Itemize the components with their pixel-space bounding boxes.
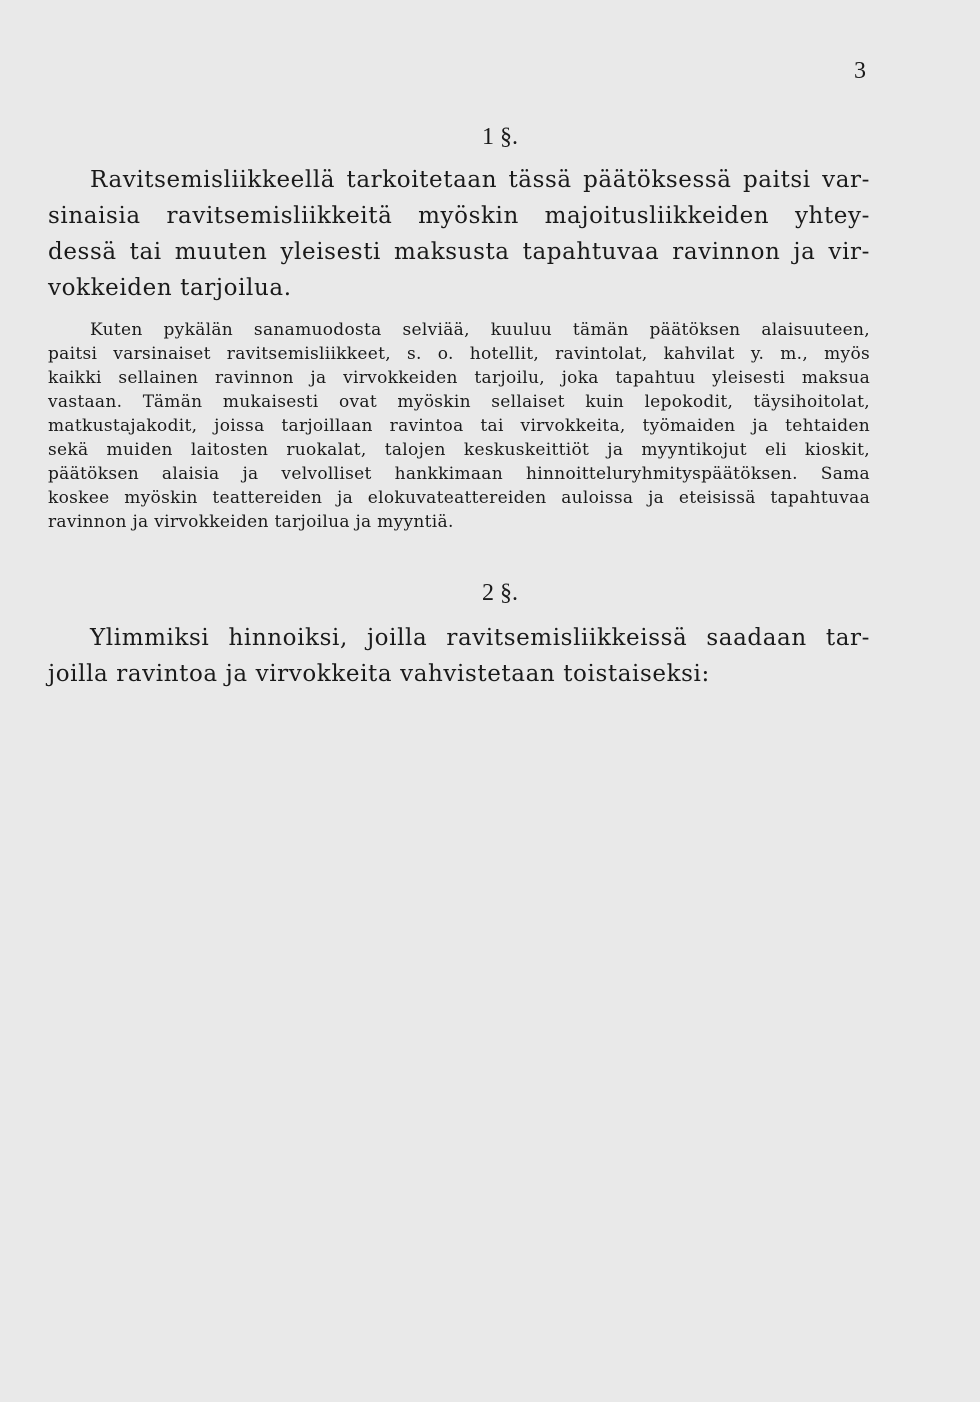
- section-1-paragraph-1: [48, 162, 870, 306]
- text-line: sinaisia ravitsemisliikkeitä myöskin majoitusliikkeiden yhtey-: [48, 203, 870, 229]
- text-line: koskee myöskin teattereiden ja elokuvateattereiden auloissa ja eteisissä tapahtuvaa: [48, 488, 870, 508]
- text-line: Kuten pykälän sanamuodosta selviää, kuuluu tämän päätöksen alaisuuteen,: [90, 320, 870, 340]
- text-line: vastaan. Tämän mukaisesti ovat myöskin sellaiset kuin lepokodit, täysihoitolat,: [48, 392, 870, 412]
- text-line: sekä muiden laitosten ruokalat, talojen keskuskeittiöt ja myyntikojut eli kioskit,: [48, 440, 870, 460]
- text-line: matkustajakodit, joissa tarjoillaan ravintoa tai virvokkeita, työmaiden ja tehtaiden: [48, 416, 870, 436]
- text-line: päätöksen alaisia ja velvolliset hankkimaan hinnoitteluryhmityspäätöksen. Sama: [48, 464, 870, 484]
- text-line: kaikki sellainen ravinnon ja virvokkeiden tarjoilu, joka tapahtuu yleisesti maksua: [48, 368, 870, 388]
- page-number: 3: [854, 58, 866, 84]
- text-line: ravinnon ja virvokkeiden tarjoilua ja myyntiä.: [48, 512, 454, 532]
- text-line: dessä tai muuten yleisesti maksusta tapahtuvaa ravinnon ja vir-: [48, 239, 870, 265]
- text-line: paitsi varsinaiset ravitsemisliikkeet, s. o. hotellit, ravintolat, kahvilat y. m., myös: [48, 344, 870, 364]
- text-line: vokkeiden tarjoilua.: [48, 275, 292, 301]
- section-1-paragraph-2: [48, 318, 870, 534]
- section-1-heading: 1 §.: [482, 124, 518, 150]
- text-line: Ravitsemisliikkeellä tarkoitetaan tässä päätöksessä paitsi var-: [90, 167, 870, 193]
- text-line: joilla ravintoa ja virvokkeita vahvistetaan toistaiseksi:: [48, 661, 710, 687]
- section-2-heading: 2 §.: [482, 580, 518, 606]
- section-2-paragraph: [48, 620, 870, 692]
- text-line: Ylimmiksi hinnoiksi, joilla ravitsemisliikkeissä saadaan tar-: [90, 625, 870, 651]
